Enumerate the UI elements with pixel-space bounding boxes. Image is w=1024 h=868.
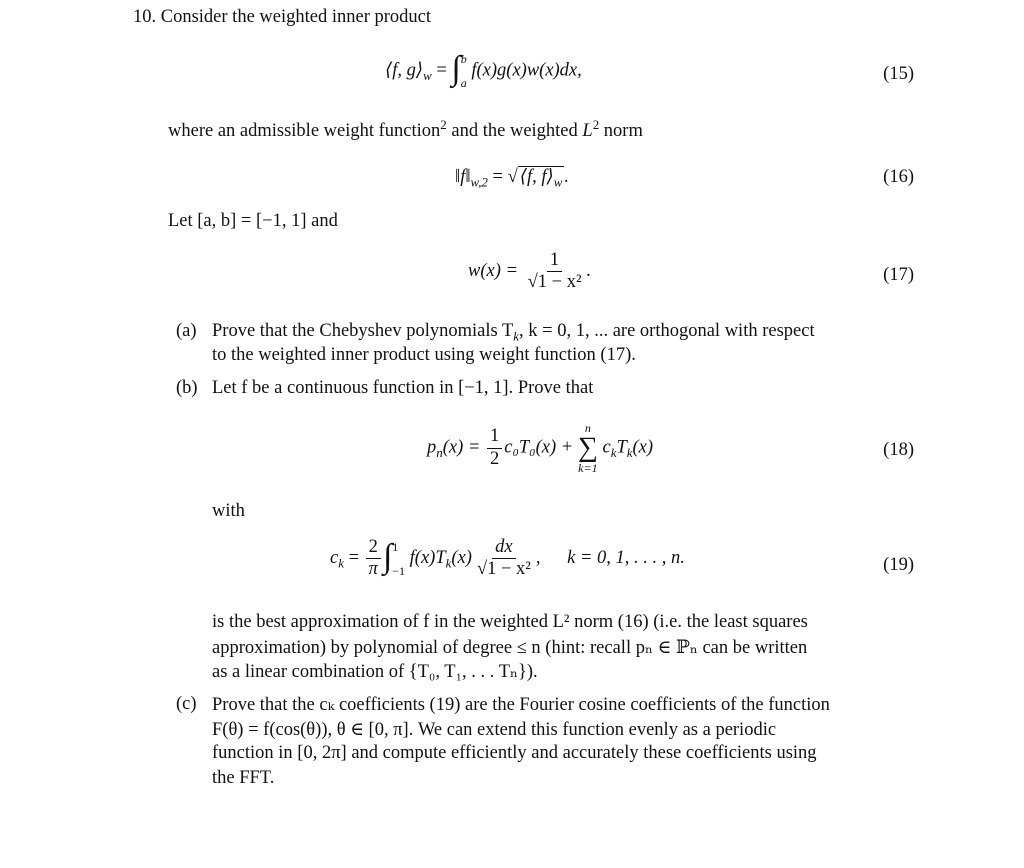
part-b-line-4: as a linear combination of {T₀, T₁, . . . Tₙ}). xyxy=(212,662,538,682)
equation-number-15: (15) xyxy=(883,64,914,84)
equation-16: $‖f‖_{w,2}$ = √ ⟨f, $f⟩_w$ . xyxy=(455,167,569,190)
equation-number-17: (17) xyxy=(883,265,914,285)
part-b-line-1: Let f be a continuous function in [−1, 1]. Prove that xyxy=(212,378,594,398)
weight-intro-text: where an admissible weight function$^2$ and the weighted $L^2$ norm xyxy=(168,116,643,141)
part-b-label: (b) xyxy=(176,378,198,398)
equation-number-16: (16) xyxy=(883,167,914,187)
problem-number: 10. xyxy=(133,7,157,27)
equation-15: ⟨f, $g⟩_w = \int b$ a f(x)g(x)w(x)dx, xyxy=(385,50,582,90)
part-c-line-2: F(θ) = f(cos(θ)), θ ∈ [0, π]. We can extend this function evenly as a periodic xyxy=(212,720,777,740)
equation-number-18: (18) xyxy=(883,440,914,460)
problem-intro: Consider the weighted inner product xyxy=(160,7,431,27)
equation-number-19: (19) xyxy=(883,555,914,575)
part-a-line-1: Prove that the Chebyshev polynomials $T_k$, k = 0, 1, ... are orthogonal with respect xyxy=(212,321,815,344)
problem-heading xyxy=(133,7,431,28)
part-b-line-2: is the best approximation of f in the weighted L² norm (16) (i.e. the least squares xyxy=(212,612,808,632)
part-b-line-3: approximation) by polynomial of degree ≤ n (hint: recall pₙ ∈ ℙₙ can be written xyxy=(212,638,808,658)
part-c-line-3: function in [0, 2π] and compute efficiently and accurately these coefficients using xyxy=(212,743,817,763)
part-a-label: (a) xyxy=(176,321,197,341)
interval-text: Let [a, b] = [−1, 1] and xyxy=(168,211,338,231)
with-text: with xyxy=(212,501,245,521)
equation-19: $c_k$ = $\frac{2}{\pi}$ ∫1 −1 $f(x)T_k(x)$ $\frac{dx}{\text{√1 − x²}}$ , k = 0, 1, . . . , n. xyxy=(330,537,685,580)
equation-17: w(x) = $\frac{1}{\text{√1 − x²}}$ . xyxy=(468,250,592,293)
equation-18: $p_n(x)$ = $\frac{1}{2}$ c₀T₀(x) + n ∑ k=1 $c_kT_k(x)$ xyxy=(427,421,654,475)
part-c-line-4: the FFT. xyxy=(212,768,275,788)
part-a-line-2: to the weighted inner product using weight function (17). xyxy=(212,345,636,365)
part-c-line-1: Prove that the cₖ coefficients (19) are the Fourier cosine coefficients of the function xyxy=(212,695,830,715)
part-c-label: (c) xyxy=(176,694,197,714)
